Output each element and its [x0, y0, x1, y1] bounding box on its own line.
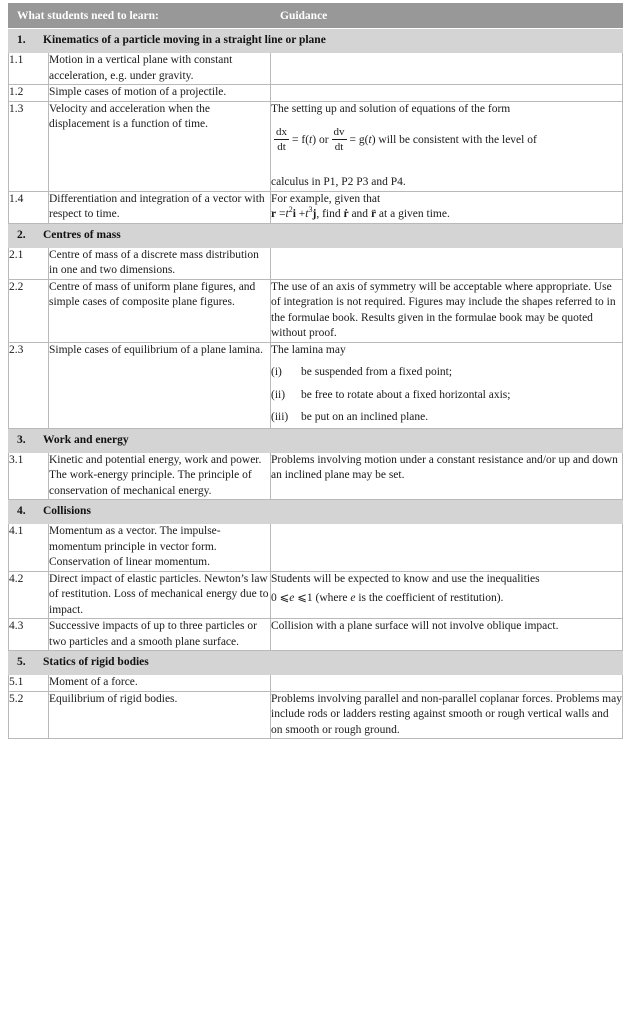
vector-r: r	[271, 208, 277, 220]
list-marker: (iii)	[271, 411, 289, 423]
exponent: 2	[288, 205, 293, 215]
row-learn: Momentum as a vector. The impulse-momentum principle in vector form. Conservation of linear momentum.	[49, 524, 271, 572]
row-ref: 3.1	[9, 452, 49, 500]
section-header-row-2	[9, 223, 623, 247]
fraction-numerator: dv	[333, 126, 345, 138]
table-row	[9, 571, 623, 619]
row-learn: Centre of mass of uniform plane figures, and simple cases of composite plane figures.	[49, 279, 271, 342]
section-band-1	[9, 29, 623, 53]
row-guidance	[271, 53, 623, 85]
row-ref: 1.4	[9, 191, 49, 223]
section-title-2: Centres of mass	[43, 228, 121, 241]
row-guidance	[271, 571, 623, 619]
specification-table	[8, 3, 623, 739]
section-band-2	[9, 223, 623, 247]
fraction-denominator: dt	[334, 141, 344, 153]
section-number-3: 3.	[17, 433, 26, 446]
unit-vector-j: j	[312, 208, 317, 220]
table-row	[9, 191, 623, 223]
row-guidance	[271, 524, 623, 572]
section-number-2: 2.	[17, 228, 26, 241]
section-number-4: 4.	[17, 505, 26, 517]
row-learn: Differentiation and integration of a vector with respect to time.	[49, 191, 271, 223]
fraction-dv-dt	[332, 126, 347, 153]
derivative-equation	[271, 126, 622, 153]
table-header-row	[9, 4, 623, 29]
equation-part: = g(	[349, 133, 369, 146]
equation-part: ) will be consistent with the level of	[371, 133, 537, 146]
section-header-row-5	[9, 651, 623, 675]
section-title-4: Collisions	[43, 505, 91, 517]
equation-tail-c: at a given time.	[378, 208, 450, 220]
restitution-inequality	[271, 591, 622, 607]
row-learn: Velocity and acceleration when the displacement is a function of time.	[49, 101, 271, 191]
section-band-3	[9, 428, 623, 452]
r-dot-symbol: ṙ	[343, 208, 349, 220]
guidance-lead-text: The lamina may	[271, 343, 346, 356]
list-marker: (ii)	[271, 388, 286, 401]
section-band-5	[9, 651, 623, 675]
section-band-4	[9, 500, 623, 524]
guidance-tail-text: calculus in P1, P2 P3 and P4.	[271, 176, 406, 188]
inequality-note-rest: is the coefficient of restitution).	[358, 592, 504, 604]
row-ref: 1.2	[9, 85, 49, 102]
column-header-guidance: Guidance	[271, 4, 623, 29]
guidance-lead-text: The setting up and solution of equations of the form	[271, 102, 511, 115]
row-ref: 4.2	[9, 571, 49, 619]
row-ref: 4.3	[9, 619, 49, 651]
r-double-dot-symbol: r̈	[370, 208, 377, 220]
row-ref: 4.1	[9, 524, 49, 572]
table-row	[9, 279, 623, 342]
exponent: 3	[308, 205, 313, 215]
list-item-text: be suspended from a fixed point;	[301, 366, 453, 378]
row-guidance	[271, 247, 623, 279]
row-guidance	[271, 101, 623, 191]
row-guidance: Problems involving parallel and non-parallel coplanar forces. Problems may include rods or ladders resting against smooth or rough vertical walls and on smooth or rough ground.	[271, 691, 623, 739]
section-title-3: Work and energy	[43, 433, 129, 446]
row-ref: 1.3	[9, 101, 49, 191]
equation-part: ) or	[312, 133, 329, 146]
section-header-row-1	[9, 29, 623, 53]
table-row	[9, 524, 623, 572]
section-title-1: Kinematics of a particle moving in a straight line or plane	[43, 34, 326, 46]
row-guidance: Collision with a plane surface will not involve oblique impact.	[271, 619, 623, 651]
row-learn: Simple cases of motion of a projectile.	[49, 85, 271, 102]
table-row	[9, 85, 623, 102]
table-row	[9, 342, 623, 428]
variable-e: e	[289, 592, 295, 604]
list-item-text: be put on an inclined plane.	[301, 411, 429, 423]
inequality-le-1: ⩽	[279, 592, 290, 604]
unit-vector-i: i	[292, 208, 296, 220]
row-learn: Moment of a force.	[49, 675, 271, 692]
row-learn: Motion in a vertical plane with constant acceleration, e.g. under gravity.	[49, 53, 271, 85]
row-learn: Successive impacts of up to three particles or two particles and a smooth plane surface.	[49, 619, 271, 651]
table-row	[9, 452, 623, 500]
row-guidance	[271, 85, 623, 102]
table-row	[9, 101, 623, 191]
list-item	[271, 388, 622, 404]
list-marker: (i)	[271, 366, 282, 378]
row-guidance	[271, 675, 623, 692]
section-title-5: Statics of rigid bodies	[43, 656, 149, 668]
equation-variable-t: t	[309, 133, 313, 146]
row-ref: 2.3	[9, 342, 49, 428]
inequality-one: 1	[306, 592, 313, 604]
roman-numeral-list	[271, 365, 622, 426]
row-guidance: The use of an axis of symmetry will be acceptable where appropriate. Use of integration is not required. Figures may include the shapes referred to in the formulae book. Results given in the formulae book may be quoted without proof.	[271, 279, 623, 342]
equation-plus: +	[298, 208, 306, 220]
list-item	[271, 365, 622, 381]
table-row	[9, 619, 623, 651]
list-item	[271, 410, 622, 426]
row-ref: 5.1	[9, 675, 49, 692]
table-row	[9, 691, 623, 739]
equation-tail-a: , find	[316, 208, 341, 220]
inequality-zero: 0	[271, 592, 277, 604]
row-learn: Kinetic and potential energy, work and power. The work-energy principle. The principle of conservation of mechanical energy.	[49, 452, 271, 500]
list-item-text: be free to rotate about a fixed horizontal axis;	[301, 388, 511, 401]
row-guidance	[271, 191, 623, 223]
fraction-denominator: dt	[277, 141, 286, 153]
variable-e: e	[350, 592, 356, 604]
inequality-note-open: (where	[315, 592, 348, 604]
section-header-row-3	[9, 428, 623, 452]
equation-tail-b: and	[351, 208, 369, 220]
fraction-numerator: dx	[276, 126, 287, 138]
row-ref: 2.2	[9, 279, 49, 342]
section-number-1: 1.	[17, 34, 26, 46]
guidance-lead-text: Students will be expected to know and use the inequalities	[271, 572, 540, 585]
guidance-lead-text: For example, given that	[271, 192, 381, 205]
section-number-5: 5.	[17, 656, 26, 668]
table-row	[9, 675, 623, 692]
row-guidance	[271, 342, 623, 428]
table-row	[9, 53, 623, 85]
row-learn: Direct impact of elastic particles. Newton’s law of restitution. Loss of mechanical energy due to impact.	[49, 571, 271, 619]
column-header-what-students-need-to-learn: What students need to learn:	[9, 4, 271, 29]
equation-variable-t: t	[368, 133, 372, 146]
row-learn: Simple cases of equilibrium of a plane lamina.	[49, 342, 271, 428]
row-learn: Equilibrium of rigid bodies.	[49, 691, 271, 739]
equation-equals: =	[278, 208, 286, 220]
section-header-row-4	[9, 500, 623, 524]
row-learn: Centre of mass of a discrete mass distribution in one and two dimensions.	[49, 247, 271, 279]
variable-t: t	[285, 208, 289, 220]
equation-part: = f(	[292, 133, 310, 146]
row-ref: 5.2	[9, 691, 49, 739]
row-ref: 2.1	[9, 247, 49, 279]
row-guidance: Problems involving motion under a constant resistance and/or up and down an inclined plane may be set.	[271, 452, 623, 500]
row-ref: 1.1	[9, 53, 49, 85]
table-row	[9, 247, 623, 279]
fraction-dx-dt	[274, 126, 289, 153]
vector-equation	[271, 207, 622, 223]
inequality-le-2: ⩽	[297, 592, 307, 604]
variable-t: t	[305, 208, 309, 220]
